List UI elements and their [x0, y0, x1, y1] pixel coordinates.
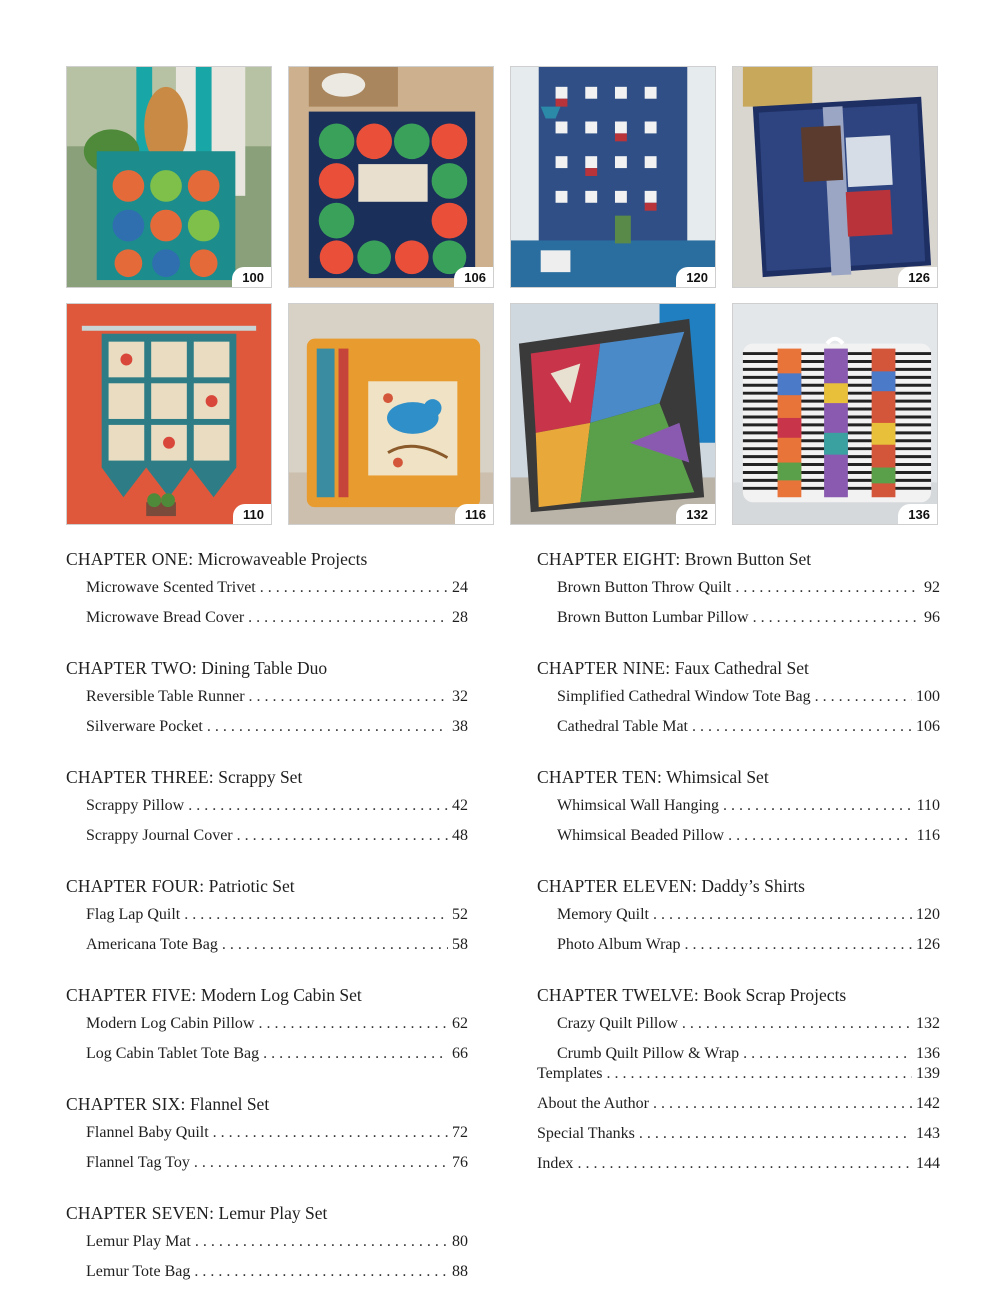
entry-title: Simplified Cathedral Window Tote Bag	[557, 688, 811, 705]
chapter-section	[537, 875, 940, 964]
entry-page: 66	[452, 1045, 468, 1062]
chapter-number: CHAPTER THREE:	[66, 767, 214, 787]
entry-page: 96	[924, 609, 940, 626]
chapter-title	[66, 1093, 468, 1115]
entry-page: 80	[452, 1233, 468, 1250]
dot-leader	[194, 1261, 448, 1283]
memory-quilt-image	[511, 67, 715, 287]
toc-entry[interactable]	[66, 1122, 468, 1152]
photo-page-number: 116	[455, 504, 493, 524]
entry-title: Americana Tote Bag	[86, 936, 218, 953]
dot-leader	[213, 1122, 448, 1144]
chapter-number: CHAPTER TWO:	[66, 658, 197, 678]
table-mat-image	[289, 67, 493, 287]
chapter-name: Daddy’s Shirts	[701, 876, 805, 896]
entry-page: 76	[452, 1154, 468, 1171]
toc-entry[interactable]	[66, 1231, 468, 1261]
chapter-title	[66, 766, 468, 788]
toc-entry[interactable]	[66, 904, 468, 934]
chapter-name: Microwaveable Projects	[197, 549, 368, 569]
toc-entry[interactable]	[537, 825, 940, 855]
chapter-title	[537, 766, 940, 788]
toc-right-column	[537, 548, 940, 1093]
dot-leader	[743, 1043, 912, 1065]
entry-title: Modern Log Cabin Pillow	[86, 1015, 255, 1032]
chapter-section	[66, 1202, 468, 1291]
entry-title: Silverware Pocket	[86, 718, 203, 735]
photo-photo-album[interactable]	[732, 66, 938, 288]
chapter-number: CHAPTER SEVEN:	[66, 1203, 215, 1223]
entry-title: Log Cabin Tablet Tote Bag	[86, 1045, 260, 1062]
entry-title: Lemur Tote Bag	[86, 1263, 191, 1280]
toc-entry[interactable]	[537, 716, 940, 746]
entry-page: 88	[452, 1263, 468, 1280]
entry-title: Photo Album Wrap	[557, 936, 681, 953]
entry-title: Cathedral Table Mat	[557, 718, 688, 735]
entry-title: Whimsical Wall Hanging	[557, 797, 719, 814]
dot-leader	[607, 1063, 912, 1085]
entry-page: 106	[916, 718, 940, 735]
photo-page-number: 132	[676, 504, 715, 524]
entry-title: Scrappy Journal Cover	[86, 827, 233, 844]
chapter-name: Scrappy Set	[218, 767, 303, 787]
dot-leader	[263, 1043, 448, 1065]
toc-entry[interactable]	[537, 934, 940, 964]
dot-leader	[639, 1123, 912, 1145]
wall-hanging-image	[67, 304, 271, 524]
chapter-name: Dining Table Duo	[201, 658, 328, 678]
chapter-number: CHAPTER SIX:	[66, 1094, 186, 1114]
entry-title: Index	[537, 1155, 574, 1172]
photo-page-number: 110	[233, 504, 271, 524]
entry-page: 116	[916, 827, 940, 844]
chapter-section	[537, 766, 940, 855]
entry-title: Brown Button Lumbar Pillow	[557, 609, 749, 626]
toc-entry[interactable]	[66, 1043, 468, 1073]
toc-entry[interactable]	[537, 1123, 940, 1153]
chapter-name: Modern Log Cabin Set	[200, 985, 362, 1005]
chapter-section	[66, 1093, 468, 1182]
chapter-title	[66, 984, 468, 1006]
toc-entry[interactable]	[66, 577, 468, 607]
photo-tote-bag[interactable]	[66, 66, 272, 288]
entry-page: 62	[452, 1015, 468, 1032]
dot-leader	[735, 577, 920, 599]
entry-page: 139	[916, 1065, 940, 1082]
bird-pillow-image	[289, 304, 493, 524]
chapter-section	[66, 766, 468, 855]
entry-page: 32	[452, 688, 468, 705]
toc-left-column	[66, 548, 468, 1311]
dot-leader	[207, 716, 448, 738]
chapter-name: Brown Button Set	[684, 549, 812, 569]
dot-leader	[188, 795, 448, 817]
entry-page: 120	[916, 906, 940, 923]
dot-leader	[577, 1153, 912, 1175]
chapter-name: Patriotic Set	[208, 876, 295, 896]
entry-title: Crumb Quilt Pillow & Wrap	[557, 1045, 740, 1062]
chapter-name: Book Scrap Projects	[703, 985, 847, 1005]
chapter-title	[537, 657, 940, 679]
entry-title: Whimsical Beaded Pillow	[557, 827, 725, 844]
dot-leader	[237, 825, 448, 847]
entry-title: About the Author	[537, 1095, 649, 1112]
chapter-section	[537, 657, 940, 746]
chapter-number: CHAPTER FOUR:	[66, 876, 205, 896]
entry-title: Microwave Bread Cover	[86, 609, 245, 626]
toc-entry[interactable]	[66, 1261, 468, 1291]
chapter-title	[537, 548, 940, 570]
dot-leader	[258, 1013, 448, 1035]
chapter-number: CHAPTER ONE:	[66, 549, 194, 569]
dot-leader	[195, 1231, 448, 1253]
toc-entry[interactable]	[66, 686, 468, 716]
chapter-section	[66, 548, 468, 637]
dot-leader	[248, 607, 448, 629]
chapter-section	[537, 984, 940, 1073]
entry-page: 28	[452, 609, 468, 626]
dot-leader	[692, 716, 912, 738]
chapter-number: CHAPTER FIVE:	[66, 985, 197, 1005]
toc-entry[interactable]	[537, 904, 940, 934]
photo-crumb-quilt-pillow[interactable]	[732, 303, 938, 525]
toc-entry[interactable]	[66, 1013, 468, 1043]
dot-leader	[653, 904, 912, 926]
entry-title: Special Thanks	[537, 1125, 635, 1142]
entry-page: 136	[916, 1045, 940, 1062]
entry-page: 110	[916, 797, 940, 814]
entry-title: Brown Button Throw Quilt	[557, 579, 732, 596]
entry-title: Microwave Scented Trivet	[86, 579, 256, 596]
entry-title: Lemur Play Mat	[86, 1233, 191, 1250]
chapter-name: Lemur Play Set	[218, 1203, 328, 1223]
photo-page-number: 120	[676, 267, 715, 287]
dot-leader	[194, 1152, 448, 1174]
chapter-section	[66, 657, 468, 746]
dot-leader	[682, 1013, 912, 1035]
dot-leader	[260, 577, 448, 599]
chapter-title	[537, 875, 940, 897]
photo-bird-pillow[interactable]	[288, 303, 494, 525]
entry-title: Reversible Table Runner	[86, 688, 245, 705]
toc-entry[interactable]	[66, 825, 468, 855]
toc-entry[interactable]	[537, 795, 940, 825]
toc-entry[interactable]	[537, 1153, 940, 1183]
toc-entry[interactable]	[66, 795, 468, 825]
crazy-quilt-pillow-image	[511, 304, 715, 524]
entry-title: Crazy Quilt Pillow	[557, 1015, 678, 1032]
toc-entry[interactable]	[537, 1013, 940, 1043]
toc-entry[interactable]	[537, 1063, 940, 1093]
entry-page: 24	[452, 579, 468, 596]
dot-leader	[222, 934, 448, 956]
photo-page-number: 106	[454, 267, 493, 287]
tote-bag-image	[67, 67, 271, 287]
chapter-section	[66, 984, 468, 1073]
entry-page: 143	[916, 1125, 940, 1142]
chapter-number: CHAPTER TEN:	[537, 767, 663, 787]
dot-leader	[685, 934, 912, 956]
photo-album-image	[733, 67, 937, 287]
toc-entry[interactable]	[537, 1093, 940, 1123]
toc-entry[interactable]	[537, 686, 940, 716]
photo-page-number: 100	[232, 267, 271, 287]
dot-leader	[184, 904, 448, 926]
entry-page: 100	[916, 688, 940, 705]
chapter-name: Faux Cathedral Set	[674, 658, 809, 678]
entry-title: Flannel Tag Toy	[86, 1154, 190, 1171]
toc-entry[interactable]	[66, 1152, 468, 1182]
photo-page-number: 126	[898, 267, 937, 287]
photo-table-mat[interactable]	[288, 66, 494, 288]
back-matter-list	[537, 1063, 940, 1183]
entry-page: 52	[452, 906, 468, 923]
chapter-name: Flannel Set	[189, 1094, 270, 1114]
chapter-name: Whimsical Set	[666, 767, 769, 787]
chapter-number: CHAPTER NINE:	[537, 658, 671, 678]
chapter-title	[66, 875, 468, 897]
entry-page: 144	[916, 1155, 940, 1172]
entry-page: 48	[452, 827, 468, 844]
photo-crazy-quilt-pillow[interactable]	[510, 303, 716, 525]
entry-title: Memory Quilt	[557, 906, 649, 923]
toc-entry[interactable]	[66, 607, 468, 637]
entry-page: 126	[916, 936, 940, 953]
entry-page: 142	[916, 1095, 940, 1112]
entry-title: Flag Lap Quilt	[86, 906, 181, 923]
photo-page-number: 136	[898, 504, 937, 524]
dot-leader	[753, 607, 920, 629]
toc-entry[interactable]	[537, 607, 940, 637]
chapter-section	[537, 548, 940, 637]
entry-page: 72	[452, 1124, 468, 1141]
chapter-number: CHAPTER TWELVE:	[537, 985, 699, 1005]
chapter-title	[66, 548, 468, 570]
entry-page: 58	[452, 936, 468, 953]
dot-leader	[653, 1093, 912, 1115]
entry-page: 92	[924, 579, 940, 596]
crumb-quilt-pillow-image	[733, 304, 937, 524]
entry-title: Scrappy Pillow	[86, 797, 185, 814]
chapter-title	[537, 984, 940, 1006]
chapter-number: CHAPTER EIGHT:	[537, 549, 681, 569]
entry-page: 132	[916, 1015, 940, 1032]
chapter-title	[66, 1202, 468, 1224]
entry-page: 38	[452, 718, 468, 735]
entry-title: Flannel Baby Quilt	[86, 1124, 209, 1141]
dot-leader	[723, 795, 913, 817]
dot-leader	[249, 686, 448, 708]
entry-title: Templates	[537, 1065, 603, 1082]
chapter-title	[66, 657, 468, 679]
toc-entry[interactable]	[537, 577, 940, 607]
photo-wall-hanging[interactable]	[66, 303, 272, 525]
dot-leader	[815, 686, 912, 708]
toc-entry[interactable]	[66, 716, 468, 746]
dot-leader	[728, 825, 913, 847]
chapter-number: CHAPTER ELEVEN:	[537, 876, 698, 896]
chapter-section	[66, 875, 468, 964]
entry-page: 42	[452, 797, 468, 814]
toc-entry[interactable]	[66, 934, 468, 964]
photo-memory-quilt[interactable]	[510, 66, 716, 288]
